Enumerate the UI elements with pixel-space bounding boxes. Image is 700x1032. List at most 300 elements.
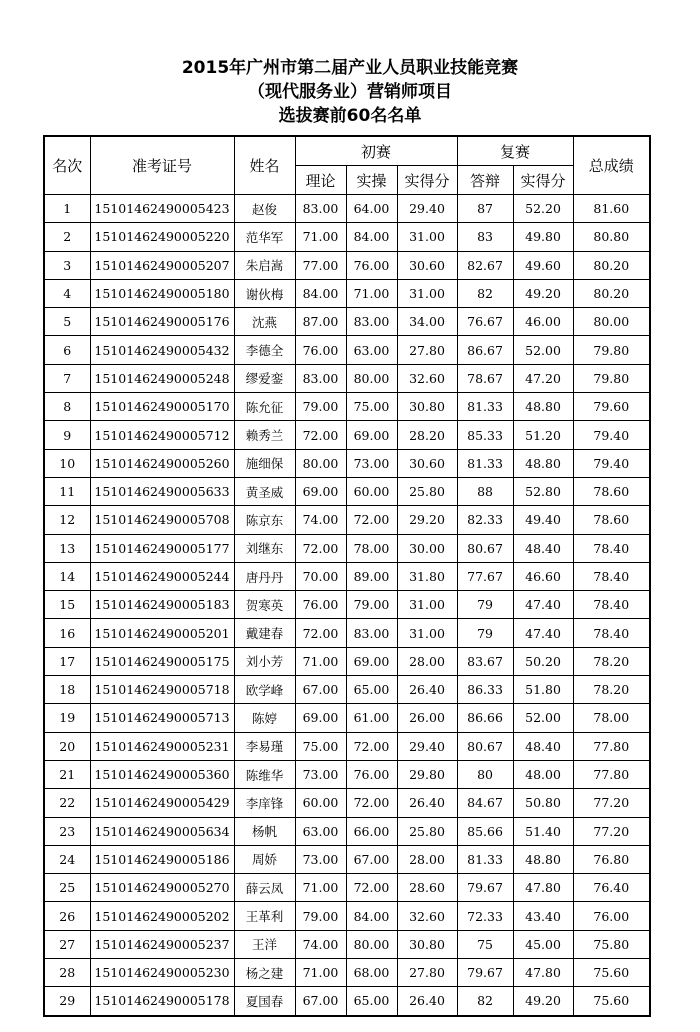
cell-exam-id: 15101462490005220 <box>90 223 234 251</box>
cell-final-defense: 79 <box>457 591 513 619</box>
col-header-prelim-theory: 理论 <box>295 166 346 195</box>
table-row <box>44 449 650 477</box>
cell-prelim-practice: 69.00 <box>346 647 397 675</box>
cell-name: 赖秀兰 <box>234 421 295 449</box>
cell-exam-id: 15101462490005244 <box>90 562 234 590</box>
table-row <box>44 506 650 534</box>
table-header <box>44 136 650 195</box>
cell-name: 谢伙梅 <box>234 279 295 307</box>
cell-prelim-theory: 80.00 <box>295 449 346 477</box>
cell-prelim-theory: 72.00 <box>295 534 346 562</box>
cell-total: 78.00 <box>573 704 650 732</box>
cell-prelim-practice: 71.00 <box>346 279 397 307</box>
cell-prelim-score: 28.60 <box>397 874 457 902</box>
cell-final-score: 43.40 <box>513 902 573 930</box>
cell-prelim-practice: 64.00 <box>346 195 397 223</box>
cell-total: 79.80 <box>573 336 650 364</box>
cell-rank: 22 <box>44 789 90 817</box>
cell-total: 79.40 <box>573 449 650 477</box>
cell-final-defense: 79 <box>457 619 513 647</box>
cell-prelim-practice: 72.00 <box>346 789 397 817</box>
cell-prelim-theory: 76.00 <box>295 336 346 364</box>
cell-final-score: 47.40 <box>513 591 573 619</box>
cell-prelim-score: 25.80 <box>397 817 457 845</box>
cell-prelim-score: 29.40 <box>397 732 457 760</box>
cell-final-score: 51.80 <box>513 676 573 704</box>
cell-name: 李易瑾 <box>234 732 295 760</box>
cell-rank: 28 <box>44 959 90 987</box>
cell-exam-id: 15101462490005633 <box>90 477 234 505</box>
table-row <box>44 704 650 732</box>
cell-rank: 23 <box>44 817 90 845</box>
cell-total: 75.80 <box>573 930 650 958</box>
cell-total: 75.60 <box>573 959 650 987</box>
cell-prelim-practice: 72.00 <box>346 874 397 902</box>
table-row <box>44 195 650 223</box>
cell-prelim-practice: 76.00 <box>346 760 397 788</box>
cell-name: 李庠锋 <box>234 789 295 817</box>
cell-name: 王洋 <box>234 930 295 958</box>
table-row <box>44 987 650 1016</box>
cell-final-score: 47.20 <box>513 364 573 392</box>
cell-name: 陈允征 <box>234 393 295 421</box>
table-row <box>44 562 650 590</box>
cell-exam-id: 15101462490005270 <box>90 874 234 902</box>
cell-prelim-score: 30.80 <box>397 930 457 958</box>
cell-prelim-practice: 83.00 <box>346 308 397 336</box>
col-header-prelim-score: 实得分 <box>397 166 457 195</box>
cell-prelim-practice: 69.00 <box>346 421 397 449</box>
cell-exam-id: 15101462490005718 <box>90 676 234 704</box>
cell-prelim-theory: 83.00 <box>295 195 346 223</box>
cell-prelim-score: 26.00 <box>397 704 457 732</box>
cell-prelim-theory: 73.00 <box>295 845 346 873</box>
cell-prelim-theory: 71.00 <box>295 959 346 987</box>
cell-name: 范华军 <box>234 223 295 251</box>
cell-prelim-practice: 68.00 <box>346 959 397 987</box>
cell-exam-id: 15101462490005230 <box>90 959 234 987</box>
cell-prelim-score: 30.00 <box>397 534 457 562</box>
cell-name: 刘小芳 <box>234 647 295 675</box>
cell-prelim-score: 30.60 <box>397 251 457 279</box>
cell-prelim-theory: 84.00 <box>295 279 346 307</box>
cell-prelim-practice: 80.00 <box>346 930 397 958</box>
cell-prelim-theory: 72.00 <box>295 421 346 449</box>
cell-prelim-practice: 84.00 <box>346 902 397 930</box>
cell-final-score: 48.80 <box>513 845 573 873</box>
cell-final-score: 48.40 <box>513 534 573 562</box>
cell-prelim-practice: 83.00 <box>346 619 397 647</box>
cell-final-score: 45.00 <box>513 930 573 958</box>
title-line-2: （现代服务业）营销师项目 <box>248 82 452 102</box>
cell-exam-id: 15101462490005231 <box>90 732 234 760</box>
cell-final-defense: 76.67 <box>457 308 513 336</box>
cell-prelim-theory: 79.00 <box>295 393 346 421</box>
cell-exam-id: 15101462490005175 <box>90 647 234 675</box>
cell-final-defense: 81.33 <box>457 393 513 421</box>
cell-exam-id: 15101462490005712 <box>90 421 234 449</box>
cell-final-score: 48.40 <box>513 732 573 760</box>
cell-final-score: 47.80 <box>513 874 573 902</box>
cell-rank: 9 <box>44 421 90 449</box>
cell-exam-id: 15101462490005176 <box>90 308 234 336</box>
cell-final-defense: 72.33 <box>457 902 513 930</box>
cell-name: 贺寒英 <box>234 591 295 619</box>
cell-prelim-practice: 72.00 <box>346 732 397 760</box>
cell-total: 80.00 <box>573 308 650 336</box>
cell-prelim-theory: 79.00 <box>295 902 346 930</box>
cell-prelim-practice: 60.00 <box>346 477 397 505</box>
cell-final-defense: 83.67 <box>457 647 513 675</box>
cell-name: 唐丹丹 <box>234 562 295 590</box>
cell-rank: 20 <box>44 732 90 760</box>
cell-exam-id: 15101462490005237 <box>90 930 234 958</box>
title-line-3: 选拔赛前60名名单 <box>278 106 422 126</box>
cell-total: 80.20 <box>573 251 650 279</box>
cell-name: 戴建春 <box>234 619 295 647</box>
table-row <box>44 308 650 336</box>
cell-rank: 24 <box>44 845 90 873</box>
table-row <box>44 732 650 760</box>
cell-exam-id: 15101462490005177 <box>90 534 234 562</box>
cell-prelim-score: 29.40 <box>397 195 457 223</box>
col-header-final-defense: 答辩 <box>457 166 513 195</box>
cell-rank: 5 <box>44 308 90 336</box>
cell-prelim-score: 31.00 <box>397 619 457 647</box>
cell-prelim-practice: 78.00 <box>346 534 397 562</box>
cell-name: 缪爱銮 <box>234 364 295 392</box>
cell-total: 79.60 <box>573 393 650 421</box>
cell-name: 黄圣威 <box>234 477 295 505</box>
cell-rank: 15 <box>44 591 90 619</box>
cell-prelim-score: 25.80 <box>397 477 457 505</box>
cell-exam-id: 15101462490005432 <box>90 336 234 364</box>
cell-rank: 11 <box>44 477 90 505</box>
table-body <box>44 195 650 1016</box>
cell-prelim-theory: 63.00 <box>295 817 346 845</box>
cell-total: 75.60 <box>573 987 650 1016</box>
cell-prelim-theory: 73.00 <box>295 760 346 788</box>
col-header-exam-id: 准考证号 <box>90 136 234 195</box>
cell-final-defense: 82.67 <box>457 251 513 279</box>
cell-prelim-score: 26.40 <box>397 789 457 817</box>
cell-final-defense: 86.67 <box>457 336 513 364</box>
table-row <box>44 930 650 958</box>
cell-exam-id: 15101462490005178 <box>90 987 234 1016</box>
cell-prelim-practice: 65.00 <box>346 987 397 1016</box>
cell-final-score: 49.20 <box>513 279 573 307</box>
cell-final-defense: 80.67 <box>457 732 513 760</box>
cell-rank: 29 <box>44 987 90 1016</box>
cell-prelim-score: 28.00 <box>397 647 457 675</box>
cell-name: 薛云凤 <box>234 874 295 902</box>
cell-exam-id: 15101462490005180 <box>90 279 234 307</box>
cell-final-score: 49.40 <box>513 506 573 534</box>
cell-total: 78.40 <box>573 562 650 590</box>
table-row <box>44 647 650 675</box>
col-header-name: 姓名 <box>234 136 295 195</box>
cell-total: 76.80 <box>573 845 650 873</box>
cell-total: 80.80 <box>573 223 650 251</box>
cell-prelim-theory: 69.00 <box>295 704 346 732</box>
cell-rank: 12 <box>44 506 90 534</box>
cell-prelim-theory: 71.00 <box>295 874 346 902</box>
cell-prelim-theory: 76.00 <box>295 591 346 619</box>
cell-prelim-practice: 79.00 <box>346 591 397 619</box>
cell-total: 81.60 <box>573 195 650 223</box>
cell-exam-id: 15101462490005170 <box>90 393 234 421</box>
cell-final-score: 49.80 <box>513 223 573 251</box>
cell-final-score: 46.00 <box>513 308 573 336</box>
cell-total: 80.20 <box>573 279 650 307</box>
cell-rank: 6 <box>44 336 90 364</box>
table-row <box>44 251 650 279</box>
cell-rank: 10 <box>44 449 90 477</box>
cell-final-defense: 88 <box>457 477 513 505</box>
document-header <box>0 56 700 128</box>
cell-rank: 17 <box>44 647 90 675</box>
table-row <box>44 789 650 817</box>
cell-prelim-practice: 65.00 <box>346 676 397 704</box>
cell-final-defense: 84.67 <box>457 789 513 817</box>
cell-rank: 3 <box>44 251 90 279</box>
cell-final-score: 49.20 <box>513 987 573 1016</box>
cell-rank: 14 <box>44 562 90 590</box>
table-row <box>44 591 650 619</box>
cell-exam-id: 15101462490005207 <box>90 251 234 279</box>
col-header-total: 总成绩 <box>573 136 650 195</box>
cell-rank: 16 <box>44 619 90 647</box>
cell-final-score: 52.80 <box>513 477 573 505</box>
col-header-rank: 名次 <box>44 136 90 195</box>
cell-final-defense: 78.67 <box>457 364 513 392</box>
table-row <box>44 223 650 251</box>
cell-name: 陈婷 <box>234 704 295 732</box>
cell-prelim-practice: 66.00 <box>346 817 397 845</box>
cell-prelim-score: 31.00 <box>397 591 457 619</box>
cell-prelim-practice: 80.00 <box>346 364 397 392</box>
cell-prelim-practice: 84.00 <box>346 223 397 251</box>
cell-total: 78.40 <box>573 619 650 647</box>
cell-exam-id: 15101462490005423 <box>90 195 234 223</box>
cell-final-score: 46.60 <box>513 562 573 590</box>
cell-total: 77.80 <box>573 760 650 788</box>
cell-total: 78.20 <box>573 647 650 675</box>
cell-prelim-score: 26.40 <box>397 987 457 1016</box>
results-table <box>43 135 651 1017</box>
cell-exam-id: 15101462490005183 <box>90 591 234 619</box>
cell-total: 78.40 <box>573 591 650 619</box>
cell-final-defense: 81.33 <box>457 449 513 477</box>
cell-final-score: 52.00 <box>513 336 573 364</box>
cell-final-defense: 82 <box>457 987 513 1016</box>
cell-total: 78.40 <box>573 534 650 562</box>
cell-total: 76.00 <box>573 902 650 930</box>
cell-prelim-score: 30.80 <box>397 393 457 421</box>
cell-final-score: 48.80 <box>513 393 573 421</box>
cell-prelim-theory: 74.00 <box>295 930 346 958</box>
title-line-1: 2015年广州市第二届产业人员职业技能竞赛 <box>181 58 519 78</box>
table-row <box>44 279 650 307</box>
cell-prelim-practice: 73.00 <box>346 449 397 477</box>
cell-prelim-score: 27.80 <box>397 959 457 987</box>
table-row <box>44 845 650 873</box>
cell-prelim-score: 28.20 <box>397 421 457 449</box>
cell-total: 79.80 <box>573 364 650 392</box>
cell-prelim-score: 30.60 <box>397 449 457 477</box>
cell-exam-id: 15101462490005360 <box>90 760 234 788</box>
cell-total: 78.60 <box>573 506 650 534</box>
cell-rank: 8 <box>44 393 90 421</box>
cell-total: 78.60 <box>573 477 650 505</box>
col-group-prelim: 初赛 <box>295 136 457 166</box>
cell-final-defense: 85.66 <box>457 817 513 845</box>
table-row <box>44 336 650 364</box>
cell-rank: 2 <box>44 223 90 251</box>
cell-final-score: 48.00 <box>513 760 573 788</box>
cell-prelim-theory: 74.00 <box>295 506 346 534</box>
cell-final-defense: 79.67 <box>457 874 513 902</box>
table-row <box>44 364 650 392</box>
cell-final-score: 47.40 <box>513 619 573 647</box>
cell-final-defense: 87 <box>457 195 513 223</box>
cell-name: 王革利 <box>234 902 295 930</box>
cell-total: 79.40 <box>573 421 650 449</box>
cell-final-score: 50.20 <box>513 647 573 675</box>
cell-prelim-theory: 87.00 <box>295 308 346 336</box>
cell-final-score: 50.80 <box>513 789 573 817</box>
table-row <box>44 676 650 704</box>
table-row <box>44 619 650 647</box>
table-row <box>44 534 650 562</box>
table-row <box>44 902 650 930</box>
cell-prelim-theory: 83.00 <box>295 364 346 392</box>
cell-exam-id: 15101462490005201 <box>90 619 234 647</box>
cell-final-defense: 75 <box>457 930 513 958</box>
table-row <box>44 874 650 902</box>
cell-rank: 18 <box>44 676 90 704</box>
cell-final-defense: 80 <box>457 760 513 788</box>
cell-prelim-score: 27.80 <box>397 336 457 364</box>
cell-name: 施细保 <box>234 449 295 477</box>
cell-prelim-theory: 77.00 <box>295 251 346 279</box>
cell-prelim-practice: 72.00 <box>346 506 397 534</box>
cell-final-defense: 82 <box>457 279 513 307</box>
cell-prelim-score: 32.60 <box>397 902 457 930</box>
cell-prelim-practice: 76.00 <box>346 251 397 279</box>
cell-exam-id: 15101462490005260 <box>90 449 234 477</box>
cell-rank: 1 <box>44 195 90 223</box>
cell-final-score: 49.60 <box>513 251 573 279</box>
cell-name: 赵俊 <box>234 195 295 223</box>
cell-prelim-score: 31.00 <box>397 223 457 251</box>
cell-rank: 21 <box>44 760 90 788</box>
table-row <box>44 959 650 987</box>
cell-final-defense: 86.66 <box>457 704 513 732</box>
cell-exam-id: 15101462490005708 <box>90 506 234 534</box>
cell-total: 78.20 <box>573 676 650 704</box>
cell-prelim-score: 29.80 <box>397 760 457 788</box>
cell-prelim-theory: 72.00 <box>295 619 346 647</box>
cell-name: 杨帆 <box>234 817 295 845</box>
col-header-final-score: 实得分 <box>513 166 573 195</box>
cell-name: 夏国春 <box>234 987 295 1016</box>
cell-final-defense: 79.67 <box>457 959 513 987</box>
cell-rank: 7 <box>44 364 90 392</box>
col-group-final: 复赛 <box>457 136 573 166</box>
cell-prelim-score: 31.00 <box>397 279 457 307</box>
cell-name: 刘继东 <box>234 534 295 562</box>
cell-prelim-theory: 71.00 <box>295 223 346 251</box>
cell-prelim-practice: 63.00 <box>346 336 397 364</box>
cell-exam-id: 15101462490005202 <box>90 902 234 930</box>
cell-final-defense: 77.67 <box>457 562 513 590</box>
cell-prelim-theory: 67.00 <box>295 676 346 704</box>
table-row <box>44 393 650 421</box>
cell-exam-id: 15101462490005429 <box>90 789 234 817</box>
table-row <box>44 421 650 449</box>
cell-prelim-score: 29.20 <box>397 506 457 534</box>
cell-rank: 4 <box>44 279 90 307</box>
cell-name: 陈维华 <box>234 760 295 788</box>
cell-prelim-theory: 60.00 <box>295 789 346 817</box>
table-row <box>44 477 650 505</box>
cell-prelim-score: 31.80 <box>397 562 457 590</box>
cell-final-score: 52.00 <box>513 704 573 732</box>
cell-final-score: 51.20 <box>513 421 573 449</box>
cell-exam-id: 15101462490005713 <box>90 704 234 732</box>
cell-prelim-practice: 61.00 <box>346 704 397 732</box>
cell-final-defense: 80.67 <box>457 534 513 562</box>
cell-name: 杨之建 <box>234 959 295 987</box>
cell-prelim-practice: 89.00 <box>346 562 397 590</box>
cell-prelim-theory: 70.00 <box>295 562 346 590</box>
cell-exam-id: 15101462490005248 <box>90 364 234 392</box>
cell-name: 陈京东 <box>234 506 295 534</box>
cell-final-defense: 85.33 <box>457 421 513 449</box>
cell-prelim-theory: 75.00 <box>295 732 346 760</box>
cell-name: 朱启嵩 <box>234 251 295 279</box>
cell-prelim-theory: 67.00 <box>295 987 346 1016</box>
cell-rank: 26 <box>44 902 90 930</box>
cell-exam-id: 15101462490005634 <box>90 817 234 845</box>
cell-rank: 19 <box>44 704 90 732</box>
cell-prelim-score: 34.00 <box>397 308 457 336</box>
cell-final-defense: 83 <box>457 223 513 251</box>
cell-exam-id: 15101462490005186 <box>90 845 234 873</box>
cell-final-score: 48.80 <box>513 449 573 477</box>
cell-total: 76.40 <box>573 874 650 902</box>
cell-prelim-theory: 71.00 <box>295 647 346 675</box>
cell-total: 77.80 <box>573 732 650 760</box>
cell-prelim-score: 26.40 <box>397 676 457 704</box>
cell-total: 77.20 <box>573 817 650 845</box>
table-row <box>44 760 650 788</box>
cell-rank: 27 <box>44 930 90 958</box>
cell-final-defense: 86.33 <box>457 676 513 704</box>
cell-prelim-practice: 75.00 <box>346 393 397 421</box>
col-header-prelim-practice: 实操 <box>346 166 397 195</box>
cell-final-score: 51.40 <box>513 817 573 845</box>
cell-name: 欧学峰 <box>234 676 295 704</box>
cell-prelim-practice: 67.00 <box>346 845 397 873</box>
cell-final-score: 52.20 <box>513 195 573 223</box>
cell-name: 沈燕 <box>234 308 295 336</box>
table-row <box>44 817 650 845</box>
cell-prelim-score: 28.00 <box>397 845 457 873</box>
cell-final-defense: 82.33 <box>457 506 513 534</box>
cell-final-score: 47.80 <box>513 959 573 987</box>
